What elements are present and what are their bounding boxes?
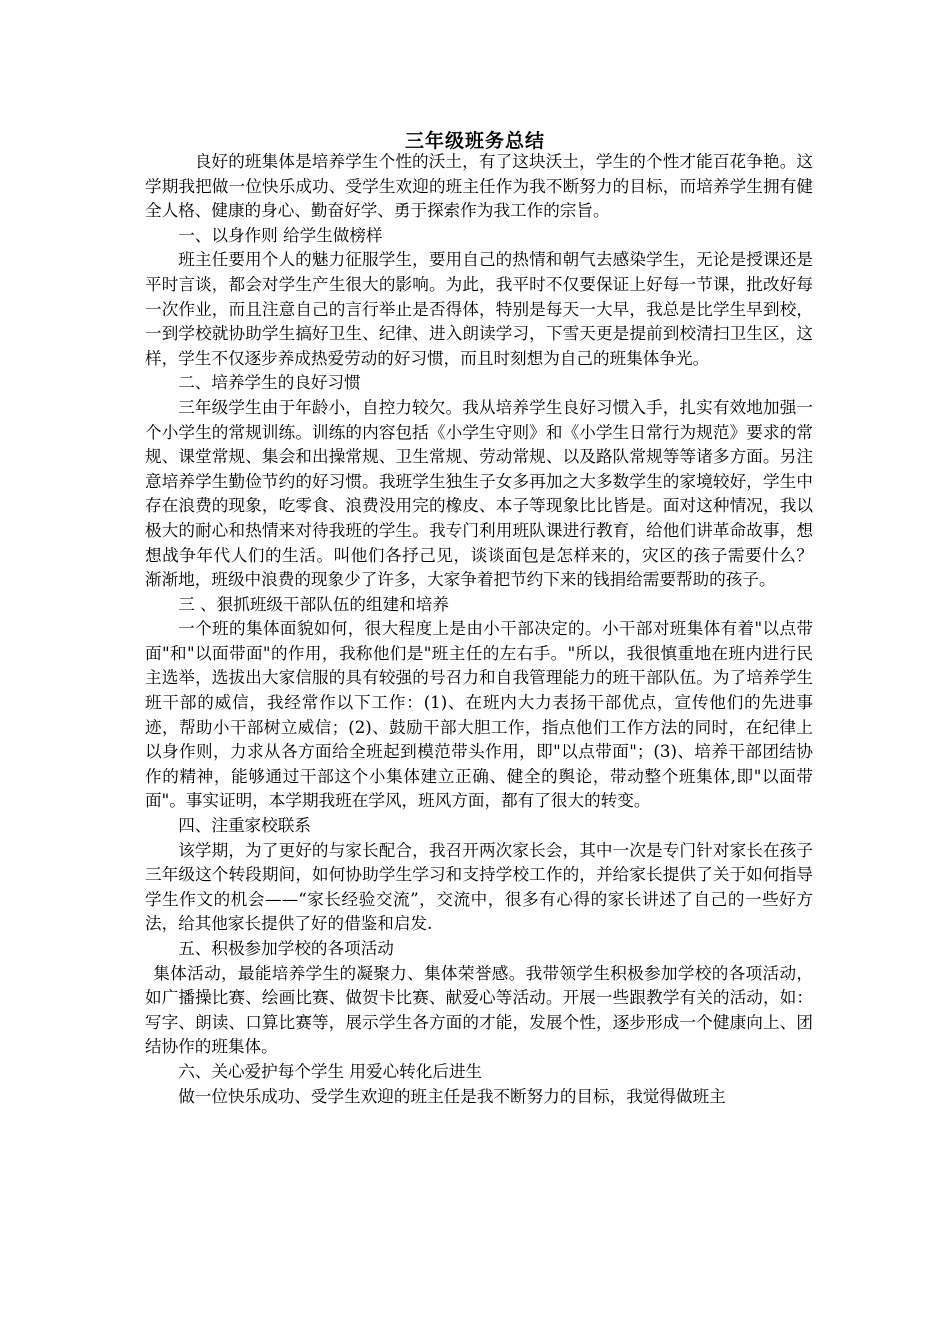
section-heading-3: 三 、狠抓班级干部队伍的组建和培养 <box>178 594 449 614</box>
section-heading-5: 五、积极参加学校的各项活动 <box>178 939 394 958</box>
section-paragraph-5: 集体活动，最能培养学生的凝聚力、集体荣誉感。我带领学生积极参加学校的各项活动，如广播操比赛、绘画比赛、做贺卡比赛、献爱心等活动。开展一些跟教学有关的活动，如：写字、朗读、口算比赛等，展示学生各方面的才能，发展个性，逐步形成一个健康向上、团结协作的班集体。 <box>145 963 813 1057</box>
section-heading-4: 四、注重家校联系 <box>178 816 311 836</box>
section-heading-1: 一、以身作则 给学生做榜样 <box>178 225 383 245</box>
section-paragraph-3: 一个班的集体面貌如何，很大程度上是由小干部决定的。小干部对班集体有着"以点带面"和"以面带面"的作用，我称他们是"班主任的左右手。"所以，我很慎重地在班内进行民主选举，选拔出大家信服的具有较强的号召力和自我管理能力的班干部队伍。为了培养学生班干部的威信，我经常作以下工作：(1)、在班内大力表扬干部优点，宣传他们的先进事迹，帮助小干部树立威信；(2)、鼓励干部大胆工作，指点他们工作方法的同时，在纪律上以身作则，力求从各方面给全班起到模范带头作用，即"以点带面"；(3)、培养干部团结协作的精神，能够通过干部这个小集体建立正确、健全的舆论，带动整个班集体,即"以面带面"。事实证明，本学期我班在学风，班风方面，都有了很大的转变。 <box>145 619 813 811</box>
section-heading-6: 六、关心爱护每个学生 用爱心转化后进生 <box>178 1061 483 1081</box>
document-body <box>145 150 813 1109</box>
section-paragraph-2: 三年级学生由于年龄小，自控力较欠。我从培养学生良好习惯入手，扎实有效地加强一个小学生的常规训练。训练的内容包括《小学生守则》和《小学生日常行为规范》要求的常规、课堂常规、集会和出操常规、卫生常规、劳动常规、以及路队常规等等诸多方面。另注意培养学生勤俭节约的好习惯。我班学生独生子女多再加之大多数学生的家境较好，学生中存在浪费的现象，吃零食、浪费没用完的橡皮、本子等现象比比皆是。面对这种情况，我以极大的耐心和热情来对待我班的学生。我专门利用班队课进行教育，给他们讲革命故事，想想战争年代人们的生活。叫他们各抒己见，谈谈面包是怎样来的，灾区的孩子需要什么？ 渐渐地，班级中浪费的现象少了许多，大家争着把节约下来的钱捐给需要帮助的孩子。 <box>145 397 813 590</box>
section-paragraph-4: 该学期，为了更好的与家长配合，我召开两次家长会，其中一次是专门针对家长在孩子三年级这个转段期间，如何协助学生学习和支持学校工作的，并给家长提供了关于如何指导学生作文的机会——“家长经验交流”，交流中，很多有心得的家长讲述了自己的一些好方法，给其他家长提供了好的借鉴和启发. <box>145 840 813 934</box>
section-paragraph-6: 做一位快乐成功、受学生欢迎的班主任是我不断努力的目标，我觉得做班主 <box>178 1086 726 1106</box>
intro-paragraph: 良好的班集体是培养学生个性的沃土，有了这块沃土，学生的个性才能百花争艳。这学期我把做一位快乐成功、受学生欢迎的班主任作为我不断努力的目标，而培养学生拥有健全人格、健康的身心、勤奋好学、勇于探索作为我工作的宗旨。 <box>145 152 813 221</box>
document-title: 三年级班务总结 <box>404 130 545 152</box>
section-heading-2: 二、培养学生的良好习惯 <box>178 373 361 393</box>
section-paragraph-1: 班主任要用个人的魅力征服学生，要用自己的热情和朝气去感染学生，无论是授课还是平时言谈，都会对学生产生很大的影响。为此，我平时不仅要保证上好每一节课，批改好每一次作业，而且注意自己的言行举止是否得体，特别是每天一大早，我总是比学生早到校，一到学校就协助学生搞好卫生、纪律、进入朗读学习，下雪天更是提前到校清扫卫生区，这样，学生不仅逐步养成热爱劳动的好习惯，而且时刻想为自己的班集体争光。 <box>145 250 813 368</box>
